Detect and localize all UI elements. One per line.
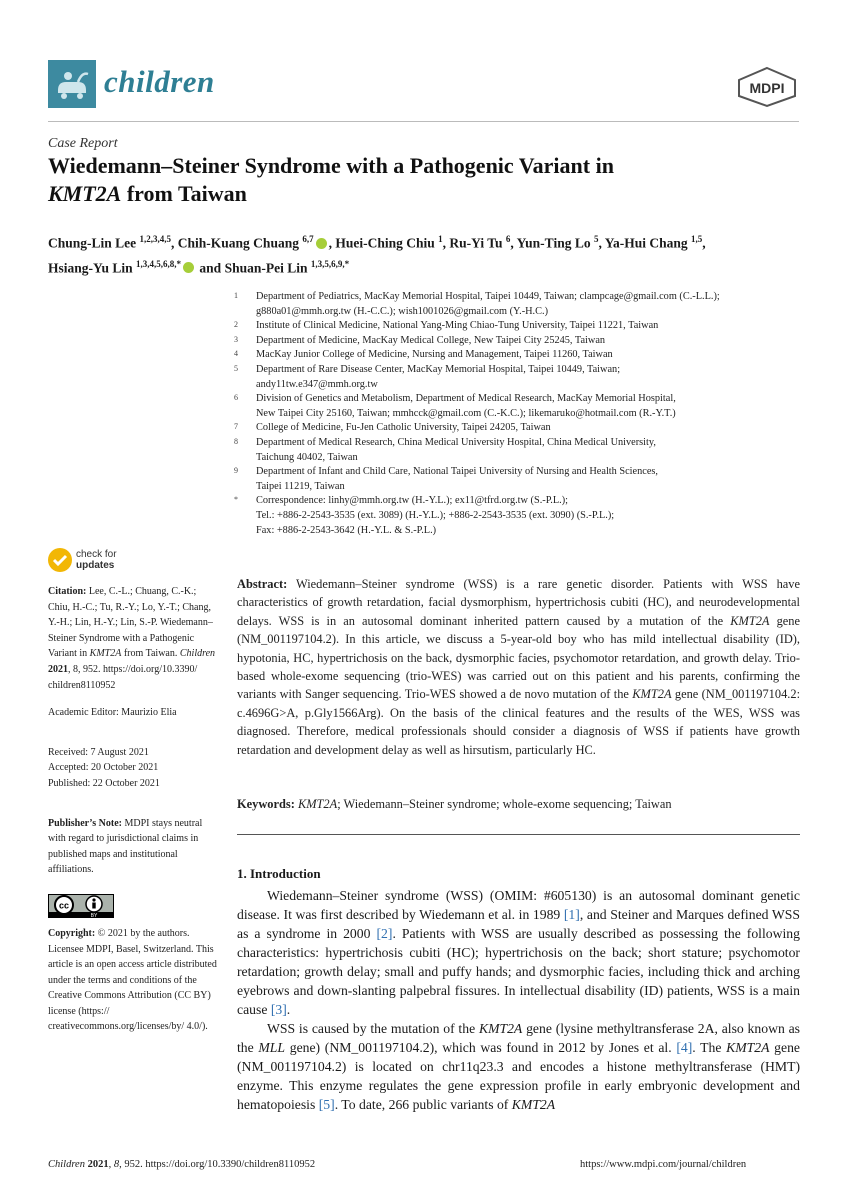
footer-citation xyxy=(48,1159,315,1170)
footer-year: 2021 xyxy=(84,1159,109,1170)
author-separator: , xyxy=(598,235,605,251)
author-affiliation-numbers: 1,3,5,6,9,* xyxy=(310,258,350,269)
author-separator: , xyxy=(702,235,706,251)
gene-name: KMT2A xyxy=(730,613,770,628)
citation-year: 2021 xyxy=(48,663,68,675)
affiliation-number: 4 xyxy=(234,349,238,359)
svg-text:cc: cc xyxy=(58,900,70,911)
affiliation-number: 9 xyxy=(234,466,238,476)
paragraph-text: . The xyxy=(692,1040,727,1055)
author-affiliation-numbers: 6,7 xyxy=(302,234,314,244)
affiliation-number: 8 xyxy=(234,436,238,446)
author-separator: , xyxy=(510,235,517,251)
affiliation-line: Department of Pediatrics, MacKay Memorial Hospital, Taipei 10449, Taiwan; clampcage@gmail.com (C.-L.L.); xyxy=(256,291,720,302)
citation-link[interactable]: [3] xyxy=(270,1002,287,1017)
affiliation-line: New Taipei City 25160, Taiwan; mmhcck@gmail.com (C.-K.C.); likemaruko@hotmail.com (R.-Y.T.) xyxy=(256,407,676,419)
citation-doi[interactable]: , 952. https://doi.org/10.3390/ children8110952 xyxy=(48,663,198,691)
affiliation-item xyxy=(234,334,804,349)
affiliation-line: Department of Medical Research, China Medical University Hospital, China Medical University, xyxy=(256,436,656,448)
article-sidebar xyxy=(48,584,220,1035)
citation-link[interactable]: [4] xyxy=(676,1040,693,1055)
affiliation-line: Department of Rare Disease Center, MacKay Memorial Hospital, Taipei 10449, Taiwan; xyxy=(256,363,621,375)
copyright xyxy=(48,926,220,1035)
article-type: Case Report xyxy=(48,136,118,151)
abstract-text: gene (NM_001197104.2). In this article, we discuss a 5-year-old boy who has mild intellectual disability (ID), hypotonia, HC, hypertrichosis on the back, dysmorphic facies, psychomotor retardation, and growth delay. Trio-based whole-exome sequencing (trio-WES) was carried out on this patient and his parents, confirming the variants with Sanger sequencing. Trio-WES showed a de novo mutation of the xyxy=(237,613,800,702)
citation-link[interactable]: [1] xyxy=(563,907,580,922)
academic-editor: Academic Editor: Maurizio Elia xyxy=(48,707,177,719)
publisher-note xyxy=(48,816,220,878)
paragraph xyxy=(237,1019,800,1114)
keywords-text: ; Wiedemann–Steiner syndrome; whole-exome sequencing; Taiwan xyxy=(337,797,672,811)
affiliation-line: Department of Infant and Child Care, National Taipei University of Nursing and Health Sciences, xyxy=(256,466,658,478)
affiliation-line: g880a01@mmh.org.tw (H.-C.C.); wish1001026@gmail.com (Y.-H.C.) xyxy=(256,305,549,317)
abstract-divider xyxy=(237,834,800,835)
cc-by-license-icon[interactable] xyxy=(48,894,114,918)
paragraph-text: . To date, 266 public variants of xyxy=(334,1097,512,1112)
affiliation-line: andy11tw.e347@mmh.org.tw xyxy=(256,378,378,390)
citation-link[interactable]: [2] xyxy=(376,926,393,941)
introduction-body xyxy=(237,886,800,1114)
footer-doi[interactable]: , 952. https://doi.org/10.3390/children8110952 xyxy=(119,1159,316,1170)
author-name[interactable]: Chih-Kuang Chuang xyxy=(177,235,299,251)
affiliations-list xyxy=(234,290,804,538)
copyright-text: © 2021 by the authors. Licensee MDPI, Basel, Switzerland. This article is an open access article distributed under the terms and conditions of the Creative Commons Attribution (CC BY) license (https:// creativecommons.org/licenses/by/ 4.0/). xyxy=(48,927,217,1033)
check-updates-label-bold: updates xyxy=(76,560,115,571)
paragraph xyxy=(237,886,800,1019)
author-separator: , xyxy=(328,235,336,251)
author-affiliation-numbers: 1,2,3,4,5 xyxy=(139,234,172,244)
affiliation-item xyxy=(234,290,804,319)
affiliation-item xyxy=(234,363,804,392)
title-text-end: from Taiwan xyxy=(121,181,247,206)
affiliation-number: 5 xyxy=(234,363,238,373)
footer-journal: Children xyxy=(48,1159,85,1170)
correspondence-line: Fax: +886-2-2543-3642 (H.-Y.L. & S.-P.L.) xyxy=(256,524,437,536)
affiliation-item xyxy=(234,348,804,363)
check-for-updates-button[interactable] xyxy=(48,546,178,574)
paragraph-text: WSS is caused by the mutation of the xyxy=(267,1021,479,1036)
paragraph-text: gene (lysine methyltransferase 2A, also known as the xyxy=(237,1021,800,1055)
article-title xyxy=(48,152,808,208)
affiliation-item xyxy=(234,392,804,421)
author-affiliation-numbers: 6 xyxy=(505,234,511,244)
paragraph-text: Wiedemann–Steiner syndrome (WSS) (OMIM: #605130) is an autosomal dominant genetic disease. It was first described by Wiedemann et al. in 1989 xyxy=(237,888,800,922)
publisher-note-label: Publisher’s Note: xyxy=(48,817,122,829)
affiliation-item xyxy=(234,319,804,334)
citation-volume: , 8 xyxy=(68,663,78,675)
accepted-date: Accepted: 20 October 2021 xyxy=(48,762,159,774)
keyword-gene: KMT2A xyxy=(297,797,338,811)
abstract-text: Wiedemann–Steiner syndrome (WSS) is a rare genetic disorder. Patients with WSS have characteristics of growth retardation, facial dysmorphism, hypertrichosis cubiti (HC), and neurodevelopmental delays. WSS is in an autosomal dominant inherited pattern caused by a mutation of the xyxy=(237,577,800,628)
gene-name: MLL xyxy=(258,1040,286,1055)
journal-name[interactable]: children xyxy=(104,64,215,99)
affiliation-item xyxy=(234,436,804,465)
citation-text: Lee, C.-L.; Chuang, C.-K.; Chiu, H.-C.; Tu, R.-Y.; Lo, Y.-T.; Chang, Y.-H.; Lin, H.-Y.; Lin, S.-P. Wiedemann–Steiner Syndrome with a Pathogenic Variant in xyxy=(48,586,213,660)
affiliation-number: * xyxy=(234,495,238,505)
keywords xyxy=(237,795,800,813)
affiliation-number: 1 xyxy=(234,291,238,300)
citation-text: from Taiwan. xyxy=(121,648,180,660)
citation-label: Citation: xyxy=(48,586,87,597)
author-separator: , xyxy=(442,235,450,251)
author-affiliation-numbers: 5 xyxy=(593,234,599,244)
author-separator: and xyxy=(196,260,225,275)
correspondence-line: Correspondence: linhy@mmh.org.tw (H.-Y.L.); ex11@tfrd.org.tw (S.-P.L.); xyxy=(256,495,569,507)
mdpi-logo-icon[interactable] xyxy=(735,66,799,108)
header-divider xyxy=(48,121,799,122)
author-affiliation-numbers: 1,5 xyxy=(690,234,703,244)
affiliation-text xyxy=(256,363,804,392)
citation-link[interactable]: [5] xyxy=(318,1097,335,1112)
affiliation-line: Institute of Clinical Medicine, National Yang-Ming Chiao-Tung University, Taipei 11221, Taiwan xyxy=(256,320,659,332)
affiliation-item xyxy=(234,465,804,494)
children-journal-logo-icon xyxy=(48,60,96,108)
affiliation-line: Division of Genetics and Metabolism, Department of Medical Research, MacKay Memorial Hospital, xyxy=(256,393,676,405)
author-name[interactable]: Chung-Lin Lee xyxy=(48,235,137,251)
author-affiliation-numbers: 1,3,4,5,6,8,* xyxy=(136,258,182,269)
paragraph-text: gene (NM_001197104.2) is located on chr11q23.3 and encodes a histone methyltransferase (HMT) enzyme. This enzyme regulates the gene expression profile in early embryonic development and hematopoiesis xyxy=(237,1040,800,1112)
author-name[interactable]: Yun-Ting Lo xyxy=(516,235,591,251)
paragraph-text: . xyxy=(286,1002,291,1017)
author-list xyxy=(48,229,808,278)
citation-journal: Children xyxy=(179,648,216,660)
orcid-icon[interactable] xyxy=(183,262,194,273)
published-date: Published: 22 October 2021 xyxy=(48,777,160,789)
publisher-name: MDPI xyxy=(749,80,785,96)
check-updates-label: check for xyxy=(76,549,117,560)
affiliation-line: Taipei 11219, Taiwan xyxy=(256,480,345,492)
affiliation-item xyxy=(234,421,804,436)
correspondence xyxy=(234,494,804,538)
author-name[interactable]: Ru-Yi Tu xyxy=(449,235,503,251)
gene-name: KMT2A xyxy=(726,1040,770,1055)
author-separator: , xyxy=(171,235,178,251)
affiliation-number: 6 xyxy=(234,393,238,403)
correspondence-text xyxy=(256,494,804,538)
affiliation-text xyxy=(256,290,804,319)
orcid-icon[interactable] xyxy=(316,238,327,249)
abstract-label: Abstract: xyxy=(237,577,288,591)
affiliation-text xyxy=(256,465,804,494)
paragraph-text: , and Steiner and Marques defined WSS as a syndrome in 2000 xyxy=(237,907,800,941)
author-affiliation-numbers: 1 xyxy=(438,234,443,244)
copyright-label: Copyright: xyxy=(48,927,96,939)
cc-by-label: BY xyxy=(90,912,98,918)
affiliation-line: College of Medicine, Fu-Jen Catholic University, Taipei 24205, Taiwan xyxy=(256,422,551,434)
section-heading: 1. Introduction xyxy=(237,866,321,881)
citation xyxy=(48,584,220,693)
author-name[interactable]: Hsiang-Yu Lin xyxy=(48,260,133,275)
title-gene: KMT2A xyxy=(48,181,122,206)
affiliation-text xyxy=(256,436,804,465)
citation-gene: KMT2A xyxy=(89,648,122,660)
footer-journal-url[interactable]: https://www.mdpi.com/journal/children xyxy=(580,1159,747,1170)
abstract xyxy=(237,575,800,759)
affiliation-line: Taichung 40402, Taiwan xyxy=(256,451,358,463)
author-name[interactable]: Huei-Ching Chiu xyxy=(335,235,435,251)
publisher-note-text: MDPI stays neutral with regard to jurisdictional claims in published maps and institutional affiliations. xyxy=(48,817,203,876)
paragraph-text: gene) (NM_001197104.2), which was found in 2012 by Jones et al. xyxy=(285,1040,677,1055)
gene-name: KMT2A xyxy=(478,1021,523,1036)
title-text: Wiedemann–Steiner Syndrome with a Pathogenic Variant in xyxy=(48,153,614,178)
check-updates-icon xyxy=(48,548,72,572)
footer-volume: , 8 xyxy=(108,1159,120,1170)
author-name[interactable]: Shuan-Pei Lin xyxy=(224,260,308,275)
keywords-label: Keywords: xyxy=(237,797,295,811)
affiliation-text xyxy=(256,392,804,421)
affiliation-line: MacKay Junior College of Medicine, Nursing and Management, Taipei 11260, Taiwan xyxy=(256,349,613,361)
gene-name: KMT2A xyxy=(632,687,672,702)
author-name[interactable]: Ya-Hui Chang xyxy=(604,235,688,251)
gene-name: KMT2A xyxy=(511,1097,556,1112)
correspondence-line: Tel.: +886-2-2543-3535 (ext. 3089) (H.-Y.L.); +886-2-2543-3535 (ext. 3090) (S.-P.L.); xyxy=(256,509,615,521)
affiliation-number: 2 xyxy=(234,320,238,330)
affiliation-line: Department of Medicine, MacKay Medical College, New Taipei City 25245, Taiwan xyxy=(256,334,606,346)
abstract-text: gene (NM_001197104.2: c.4696G>A, p.Gly1566Arg). On the basis of the clinical features and the results of the WES, WSS was diagnosed. Therefore, medical professionals should consider a diagnosis of WSS if patients have growth retardation and development delay as well as hirsutism, particularly HC. xyxy=(237,687,801,757)
affiliation-number: 3 xyxy=(234,334,238,344)
paragraph-text: . Patients with WSS are usually described as possessing the following characteristics: hypertrichosis cubiti (HC); hypertrichosis on the back; short stature; psychomotor retardation; growth delay; small and puffy hands; and dysmorphic facies, including thick and arching eyebrows and down-slanting palpebral fissures. In intellectual disability (ID) patients, WSS is a main cause xyxy=(237,926,800,1017)
affiliation-number: 7 xyxy=(234,422,238,432)
received-date: Received: 7 August 2021 xyxy=(48,746,149,758)
